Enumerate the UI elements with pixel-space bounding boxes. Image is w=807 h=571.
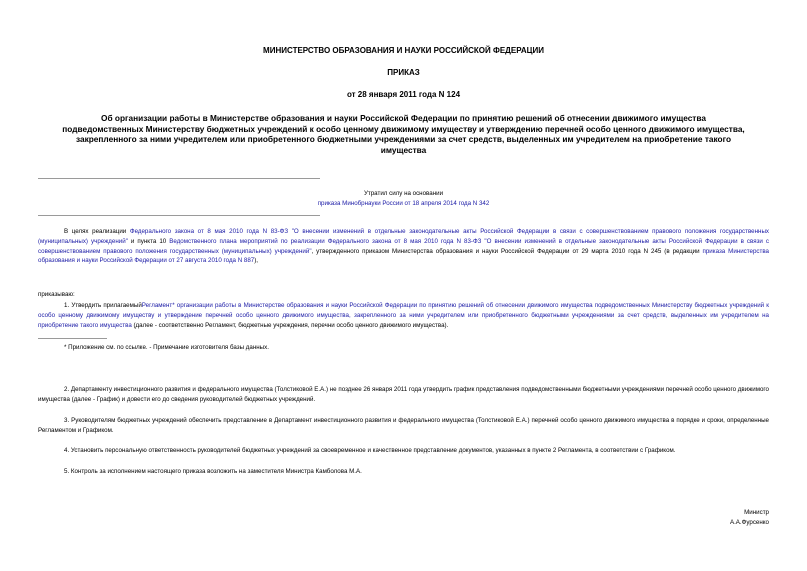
intro-text: ),	[254, 257, 259, 265]
signature-block	[600, 508, 769, 527]
order-word: приказываю:	[38, 291, 75, 298]
document-type: ПРИКАЗ	[387, 68, 420, 77]
federal-law-link[interactable]: Федерального закона от 8 мая 2010 года N 83-ФЗ "О внесении изменений в отдельные законодательные акты Российской Федерации в связи с совершенствованием правового положения государственных (муниципальных) учреждений"	[38, 228, 769, 245]
signatory-name: А.А.Фурсенко	[729, 518, 769, 526]
signatory-position: Министр	[744, 509, 769, 516]
separator-rule	[38, 215, 320, 216]
item-2-text: 2. Департаменту инвестиционного развития и федерального имущества (Толстиковой Е.А.) не позднее 26 января 2011 года утвердить график представления подведомственными бюджетными учреждениями перечней особо ценного движимого имущества (далее - График) и довести его до сведения руководителей бюджетных учреждений.	[38, 386, 769, 403]
title-line: подведомственных Министерству бюджетных учреждений к особо ценному движимому имуществу и утверждению перечней особо ценного движимого имущества,	[62, 123, 745, 134]
item-4-text: 4. Установить персональную ответственность руководителей бюджетных учреждений за своевременное и качественное представление документов, указанных в пункте 2 Регламента, в соответствии с Графиком.	[64, 447, 676, 454]
title-line: Об организации работы в Министерстве образования и науки Российской Федерации по принятию решений об отнесении движимого имущества	[101, 113, 706, 123]
footnote: * Приложение см. по ссылке. - Примечание изготовителя базы данных.	[64, 344, 269, 351]
title-line: имущества	[380, 144, 427, 155]
item-2	[38, 385, 769, 405]
order-887-link[interactable]: приказа Министерства образования и науки Российской Федерации от 27 августа 2010 года N 887	[38, 247, 769, 265]
footnote-rule	[38, 338, 107, 339]
status-link[interactable]: приказа Минобрнауки России от 18 апреля 2014 года N 342	[317, 199, 490, 207]
item-5-text: 5. Контроль за исполнением настоящего приказа возложить на заместителя Министра Камболова М.А.	[64, 468, 362, 475]
separator-rule	[38, 178, 320, 179]
item-3-text: 3. Руководителям бюджетных учреждений обеспечить представление в Департамент инвестиционного развития и федерального имущества (Толстиковой Е.А.) перечней особо ценного движимого имущества в порядке и сроки, определенные Регламентом и Графиком.	[38, 417, 769, 434]
intro-text: и пункта 10	[127, 237, 170, 245]
document-title	[38, 113, 769, 155]
departmental-plan-link[interactable]: Ведомственного плана мероприятий по реализации Федерального закона от 8 мая 2010 года N 83-ФЗ "О внесении изменений в отдельные законодательные акты Российской Федерации в связи с совершенствованием правового положения государственных (муниципальных) учреждений"	[38, 237, 769, 255]
item-1	[38, 301, 769, 330]
ministry-heading: МИНИСТЕРСТВО ОБРАЗОВАНИЯ И НАУКИ РОССИЙСКОЙ ФЕДЕРАЦИИ	[263, 46, 544, 55]
item-1-text: (далее - соответственно Регламент, бюджетные учреждения, перечни особо ценного движимого имущества).	[131, 321, 449, 329]
intro-text: В целях реализации	[64, 228, 130, 235]
status-note	[0, 189, 807, 208]
item-5	[38, 467, 769, 477]
item-1-text: 1. Утвердить прилагаемый	[64, 302, 142, 309]
item-3	[38, 416, 769, 436]
intro-paragraph	[38, 227, 769, 266]
title-line: закрепленного за ними учредителем или приобретенного бюджетными учреждениями за счет средств, выделенных им учредителем на приобретение такого	[75, 134, 732, 145]
regulation-link[interactable]: Регламент* организации работы в Министерстве образования и науки Российской Федерации по принятию решений об отнесении движимого имущества подведомственных Министерству бюджетных учреждений к особо ценному движимому имуществу и утверждение перечней особо ценного движимого имущества, закрепленного за ними учредителем или приобретенного бюджетными учреждениями за счет средств, выделенных им учредителем на приобретение такого имущества	[38, 302, 770, 329]
intro-text: , утвержденного приказом Министерства образования и науки Российской Федерации от 29 марта 2010 года N 245 (в редакции	[311, 247, 703, 255]
item-4	[38, 446, 769, 456]
document-date-number: от 28 января 2011 года N 124	[346, 90, 461, 99]
status-line: Утратил силу на основании	[363, 190, 444, 197]
